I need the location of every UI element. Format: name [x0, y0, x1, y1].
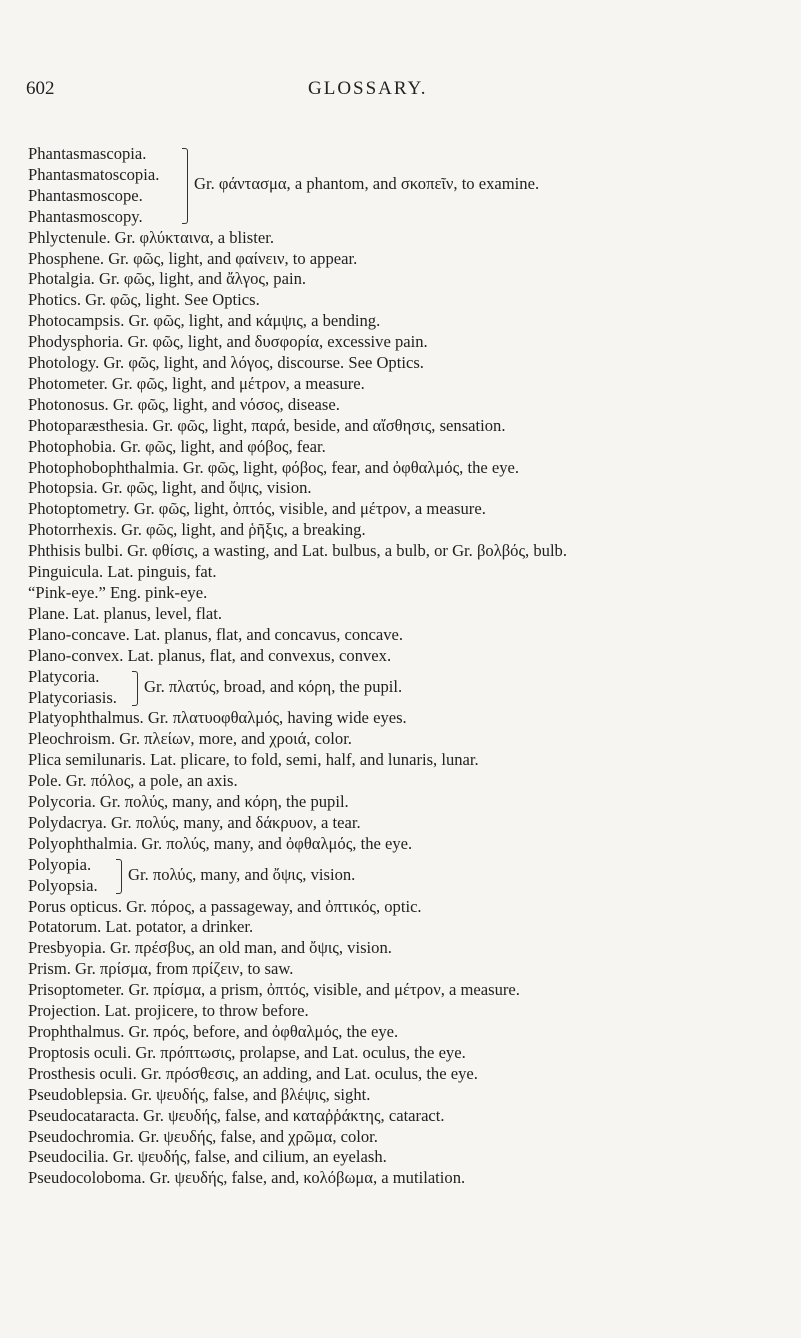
glossary-entry: Phlyctenule. Gr. φλύκταινα, a blister.: [28, 227, 274, 247]
glossary-entry: Photophobophthalmia. Gr. φῶς, light, φόβος, fear, and ὀφθαλμός, the eye.: [28, 457, 520, 477]
page-number: 602: [26, 78, 55, 99]
glossary-entry: Photonosus. Gr. φῶς, light, and νόσος, disease.: [28, 394, 340, 414]
glossary-entry: Prisoptometer. Gr. πρίσμα, a prism, ὀπτός, visible, and μέτρον, a measure.: [28, 980, 520, 1000]
glossary-entry: Photics. Gr. φῶς, light. See Optics.: [28, 290, 260, 310]
page-header: [0, 78, 801, 108]
entry-group-phantasm: [28, 144, 793, 228]
glossary-entry: Photology. Gr. φῶς, light, and λόγος, discourse. See Optics.: [28, 353, 424, 373]
brace: [182, 148, 188, 224]
glossary-entry: Polyophthalmia. Gr. πολύς, many, and ὀφθαλμός, the eye.: [28, 833, 413, 853]
glossary-entry: Prism. Gr. πρίσμα, from πρίζειν, to saw.: [28, 959, 294, 979]
glossary-entry: Platyophthalmus. Gr. πλατυοφθαλμός, having wide eyes.: [28, 708, 407, 728]
glossary-entry: Plane. Lat. planus, level, flat.: [28, 603, 222, 623]
glossary-entry: Polydacrya. Gr. πολύς, many, and δάκρυον, a tear.: [28, 812, 361, 832]
glossary-entry: Prosthesis oculi. Gr. πρόσθεσις, an adding, and Lat. oculus, the eye.: [28, 1063, 478, 1083]
entry-group-platycoria: [28, 667, 793, 709]
glossary-entry: Pinguicula. Lat. pinguis, fat.: [28, 562, 217, 582]
glossary-entry: Pseudoblepsia. Gr. ψευδής, false, and βλέψις, sight.: [28, 1084, 371, 1104]
glossary-entry: Proptosis oculi. Gr. πρόπτωσις, prolapse, and Lat. oculus, the eye.: [28, 1042, 466, 1062]
glossary-entry: Photoptometry. Gr. φῶς, light, ὀπτός, visible, and μέτρον, a measure.: [28, 499, 486, 519]
glossary-entry: Polycoria. Gr. πολύς, many, and κόρη, the pupil.: [28, 792, 349, 812]
entry-group-polyopia: [28, 855, 793, 897]
glossary-entry: “Pink-eye.” Eng. pink-eye.: [28, 583, 208, 602]
brace: [132, 671, 138, 706]
glossary-entries: [28, 144, 793, 1189]
glossary-entry: Phodysphoria. Gr. φῶς, light, and δυσφορία, excessive pain.: [28, 332, 428, 352]
glossary-entry: Potatorum. Lat. potator, a drinker.: [28, 917, 254, 937]
glossary-entry: Photometer. Gr. φῶς, light, and μέτρον, a measure.: [28, 373, 365, 393]
group-term: Polyopsia.: [28, 875, 98, 895]
glossary-entry: Photophobia. Gr. φῶς, light, and φόβος, fear.: [28, 436, 326, 456]
group-term: Phantasmoscope.: [28, 185, 143, 205]
glossary-entry: Pleochroism. Gr. πλείων, more, and χροιά, color.: [28, 729, 352, 749]
glossary-entry: Photocampsis. Gr. φῶς, light, and κάμψις, a bending.: [28, 311, 381, 331]
glossary-entry: Photopsia. Gr. φῶς, light, and ὄψις, vision.: [28, 478, 312, 498]
glossary-entry: Photalgia. Gr. φῶς, light, and ἄλγος, pain.: [28, 269, 307, 289]
glossary-entry: Plica semilunaris. Lat. plicare, to fold, semi, half, and lunaris, lunar.: [28, 750, 479, 770]
group-term: Platycoriasis.: [28, 687, 117, 707]
group-definition: Gr. πολύς, many, and ὄψις, vision.: [128, 864, 356, 884]
glossary-entry: Plano-convex. Lat. planus, flat, and convexus, convex.: [28, 645, 392, 665]
glossary-entry: Prophthalmus. Gr. πρός, before, and ὀφθαλμός, the eye.: [28, 1022, 399, 1041]
glossary-entry: Phosphene. Gr. φῶς, light, and φαίνειν, to appear.: [28, 248, 358, 268]
brace: [116, 859, 122, 894]
glossary-entry: Presbyopia. Gr. πρέσβυς, an old man, and ὄψις, vision.: [28, 938, 392, 958]
group-term: Platycoria.: [28, 666, 100, 686]
glossary-entry: Pseudochromia. Gr. ψευδής, false, and χρῶμα, color.: [28, 1126, 378, 1146]
glossary-entry: Pseudocoloboma. Gr. ψευδής, false, and, κολόβωμα, a mutilation.: [28, 1168, 466, 1188]
glossary-entry: Porus opticus. Gr. πόρος, a passageway, and ὀπτικός, optic.: [28, 896, 422, 916]
group-term: Polyopia.: [28, 854, 92, 874]
page-title: GLOSSARY.: [308, 78, 428, 99]
glossary-entry: Photorrhexis. Gr. φῶς, light, and ῥῆξις, a breaking.: [28, 520, 366, 540]
glossary-entry: Photoparæsthesia. Gr. φῶς, light, παρά, beside, and αἴσθησις, sensation.: [28, 415, 506, 435]
group-term: Phantasmatoscopia.: [28, 164, 160, 184]
glossary-entry: Phthisis bulbi. Gr. φθίσις, a wasting, and Lat. bulbus, a bulb, or Gr. βολβός, bulb.: [28, 541, 567, 561]
group-definition: Gr. φάντασμα, a phantom, and σκοπεῖν, to examine.: [194, 174, 540, 193]
glossary-entry: Pseudocilia. Gr. ψευδής, false, and cilium, an eyelash.: [28, 1147, 387, 1167]
glossary-entry: Projection. Lat. projicere, to throw before.: [28, 1001, 309, 1021]
glossary-entry: Plano-concave. Lat. planus, flat, and concavus, concave.: [28, 624, 404, 644]
group-definition: Gr. πλατύς, broad, and κόρη, the pupil.: [144, 676, 403, 696]
group-term: Phantasmascopia.: [28, 144, 147, 163]
group-term: Phantasmoscopy.: [28, 206, 143, 226]
glossary-entry: Pseudocataracta. Gr. ψευδής, false, and καταῤῥάκτης, cataract.: [28, 1105, 445, 1125]
glossary-entry: Pole. Gr. πόλος, a pole, an axis.: [28, 771, 238, 791]
